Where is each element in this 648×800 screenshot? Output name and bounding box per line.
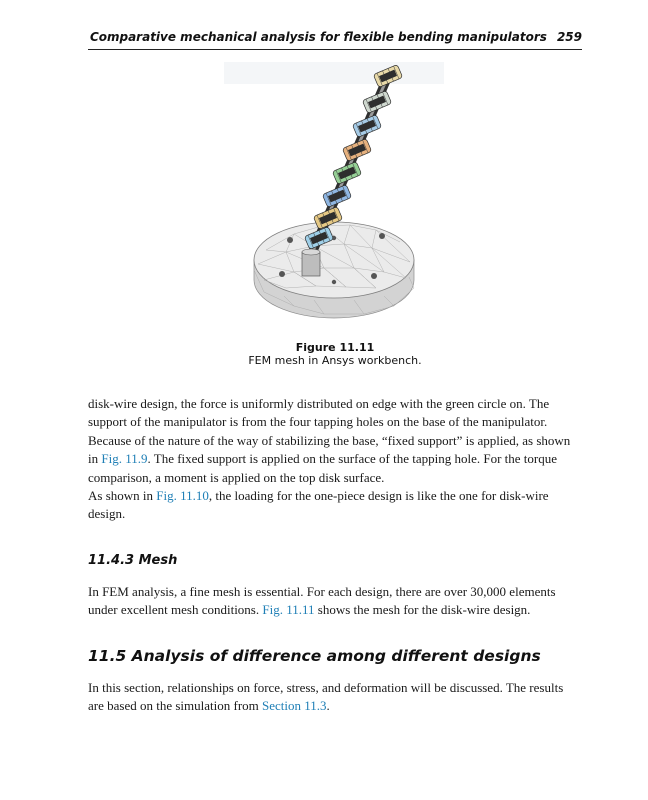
para2-text-a: As shown in	[88, 488, 157, 503]
section-heading-analysis: 11.5 Analysis of difference among different designs	[88, 647, 541, 665]
paragraph-mesh	[88, 583, 582, 620]
fig-11-11-link[interactable]: Fig. 11.11	[262, 602, 315, 618]
tapping-hole	[371, 273, 377, 279]
fig-11-9-link[interactable]: Fig. 11.9	[101, 451, 148, 467]
header-rule	[88, 49, 582, 50]
bending-disks	[304, 64, 402, 249]
tapping-hole	[379, 233, 385, 239]
figure-top-band	[224, 62, 444, 84]
section-11-3-link[interactable]: Section 11.3	[262, 698, 327, 714]
page-number: 259	[556, 30, 582, 44]
tapping-hole	[279, 271, 285, 277]
paragraph-analysis	[88, 679, 582, 716]
section-heading-mesh: 11.4.3 Mesh	[88, 553, 178, 568]
fem-mesh-figure	[224, 62, 444, 336]
para4-text-b: .	[326, 698, 330, 714]
paragraph-support	[88, 395, 582, 487]
paragraph-loading	[88, 487, 582, 524]
base-column	[302, 252, 320, 276]
figure-caption: FEM mesh in Ansys workbench.	[248, 354, 422, 367]
tapping-hole	[287, 237, 293, 243]
para1-text-a: disk-wire design, the force is uniformly distributed on edge with the green circle on. The support of the manipulator is from the four tapping holes on the base of the manipulator. Because of the nature of the way of stabilizing the base, “fixed support” is applied, as shown in	[88, 396, 571, 467]
running-title: Comparative mechanical analysis for flexible bending manipulators	[89, 30, 547, 44]
para3-text-a: In FEM analysis, a fine mesh is essential. For each design, there are over 30,000 elements under excellent mesh conditions.	[88, 584, 556, 618]
para2-text-b: , the loading for the one-piece design is like the one for disk-wire design.	[88, 488, 549, 522]
figure-label: Figure 11.11	[295, 341, 375, 354]
para4-text-a: In this section, relationships on force, stress, and deformation will be discussed. The results are based on the simulation from	[88, 680, 564, 714]
base-disk	[254, 222, 414, 318]
fig-11-10-link[interactable]: Fig. 11.10	[156, 488, 209, 503]
para3-text-b: shows the mesh for the disk-wire design.	[314, 602, 531, 618]
para1-text-b: . The fixed support is applied on the surface of the tapping hole. For the torque comparison, a moment is applied on the top disk surface.	[88, 451, 558, 485]
running-header	[88, 30, 582, 44]
